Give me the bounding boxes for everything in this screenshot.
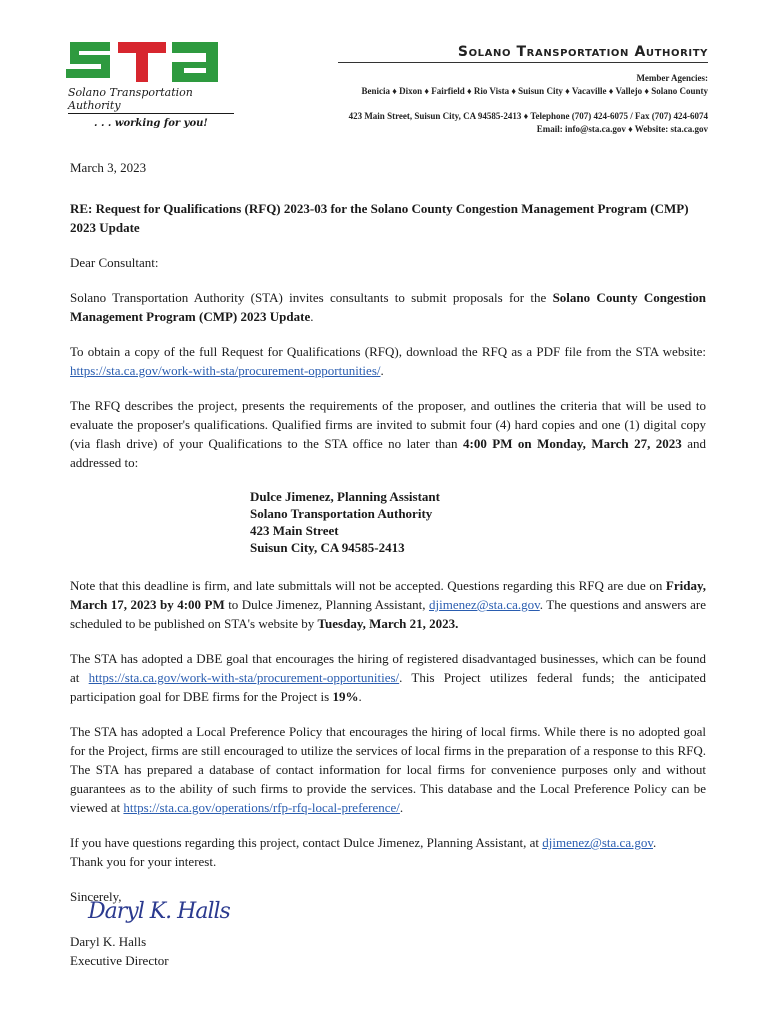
text: and addressed to: [70,436,706,470]
email-link[interactable]: djimenez@sta.ca.gov [429,597,540,612]
logo-tagline: . . . working for you! [94,118,208,129]
text: The RFQ describes the project, presents the requirements of the proposer, and outlines the criteria that will be used to evaluate the proposer's qualifications. Qualified firms are invited to submit four (4) hard copies and one (1) digital copy (via flash drive) of your Qualifications to the STA office no later than [70,398,706,451]
text: . [653,835,657,850]
org-header [458,44,708,60]
signature [88,899,706,932]
mailing-address [250,488,706,556]
text: . [358,689,362,704]
sta-logo [66,34,236,129]
answers-date: Tuesday, March 21, 2023. [317,616,459,631]
logo-subtitle: Solano Transportation Authority [68,86,234,114]
text: Note that this deadline is firm, and late submittals will not be accepted. Questions regarding this RFQ are due on [70,578,666,593]
thank-you: Thank you for your interest. [70,854,217,869]
subject-line: RE: Request for Qualifications (RFQ) 2023-03 for the Solano County Congestion Management Program (CMP) 2023 Update [70,201,689,235]
text: If you have questions regarding this project, contact Dulce Jimenez, Planning Assistant, at [70,835,543,850]
text: The STA has adopted a Local Preference Policy that encourages the hiring of local firms. While there is no adopted goal for the Project, firms are still encouraged to utilize the services of local firms in the preparation of a response to this RFQ. The STA has prepared a database of contact information for local firms for convenience purposes only and without guarantees as to the ability of such firms to provide the services. This database and the Local Preference Policy can be viewed at [70,724,706,815]
letter-date: March 3, 2023 [70,160,147,175]
text: . [380,363,384,378]
text: . This Project utilizes federal funds; the anticipated participation goal for DBE firms for the Project is [70,670,706,704]
local-preference-link[interactable]: https://sta.ca.gov/operations/rfp-rfq-local-preference/ [123,800,400,815]
questions-due: Friday, March 17, 2023 by 4:00 PM [70,578,706,612]
member-agencies [362,72,708,98]
paragraph-deadline [70,576,706,633]
letter-body [70,158,706,970]
text: . The questions and answers are scheduled to be published on STA's website by [70,597,707,631]
address-line: 423 Main Street, Suisun City, CA 94585-2413 ♦ Telephone (707) 424-6075 / Fax (707) 424-6074 [348,111,708,121]
contact-line: Email: info@sta.ca.gov ♦ Website: sta.ca.gov [536,124,708,134]
text: . [399,800,404,815]
paragraph-dbe [70,649,706,706]
signer-name: Daryl K. Halls [70,934,147,949]
header-rule [338,62,708,63]
address-line-4: Suisun City, CA 94585-2413 [250,540,405,555]
text: to Dulce Jimenez, Planning Assistant, [224,597,429,612]
member-list: Benicia ♦ Dixon ♦ Fairfield ♦ Rio Vista ♦ Suisun City ♦ Vacaville ♦ Vallejo ♦ Solano County [361,86,708,96]
deadline: 4:00 PM on Monday, March 27, 2023 [463,436,682,451]
org-name: Solano Transportation Authority [457,44,708,60]
address-line-3: 423 Main Street [250,523,339,538]
paragraph-local-preference [70,722,706,817]
paragraph-intro [70,288,706,326]
email-link[interactable]: djimenez@sta.ca.gov [542,835,653,850]
contact-info [349,110,708,136]
text: . [310,309,314,324]
project-name: Solano County Congestion Management Program (CMP) 2023 Update [70,290,707,324]
procurement-link[interactable]: https://sta.ca.gov/work-with-sta/procurement-opportunities/ [88,670,400,685]
closing: Sincerely, [70,889,122,904]
text: The STA has adopted a DBE goal that encourages the hiring of registered disadvantaged businesses, which can be found at [70,651,706,685]
address-line-1: Dulce Jimenez, Planning Assistant [250,489,440,504]
member-label: Member Agencies: [636,73,708,83]
salutation: Dear Consultant: [70,255,159,270]
text: To obtain a copy of the full Request for Qualifications (RFQ), download the RFQ as a PDF file from the STA website: [70,344,706,359]
sta-logo-mark [66,34,226,86]
address-line-2: Solano Transportation Authority [250,506,433,521]
signer-title: Executive Director [70,953,169,968]
paragraph-contact [70,833,706,871]
dbe-goal: 19% [332,689,359,704]
signature-script: Daryl K. Halls [88,899,230,924]
procurement-link[interactable]: https://sta.ca.gov/work-with-sta/procurement-opportunities/ [70,363,381,378]
paragraph-requirements [70,396,706,472]
paragraph-download [70,342,706,380]
text: Solano Transportation Authority (STA) invites consultants to submit proposals for the [70,290,553,305]
